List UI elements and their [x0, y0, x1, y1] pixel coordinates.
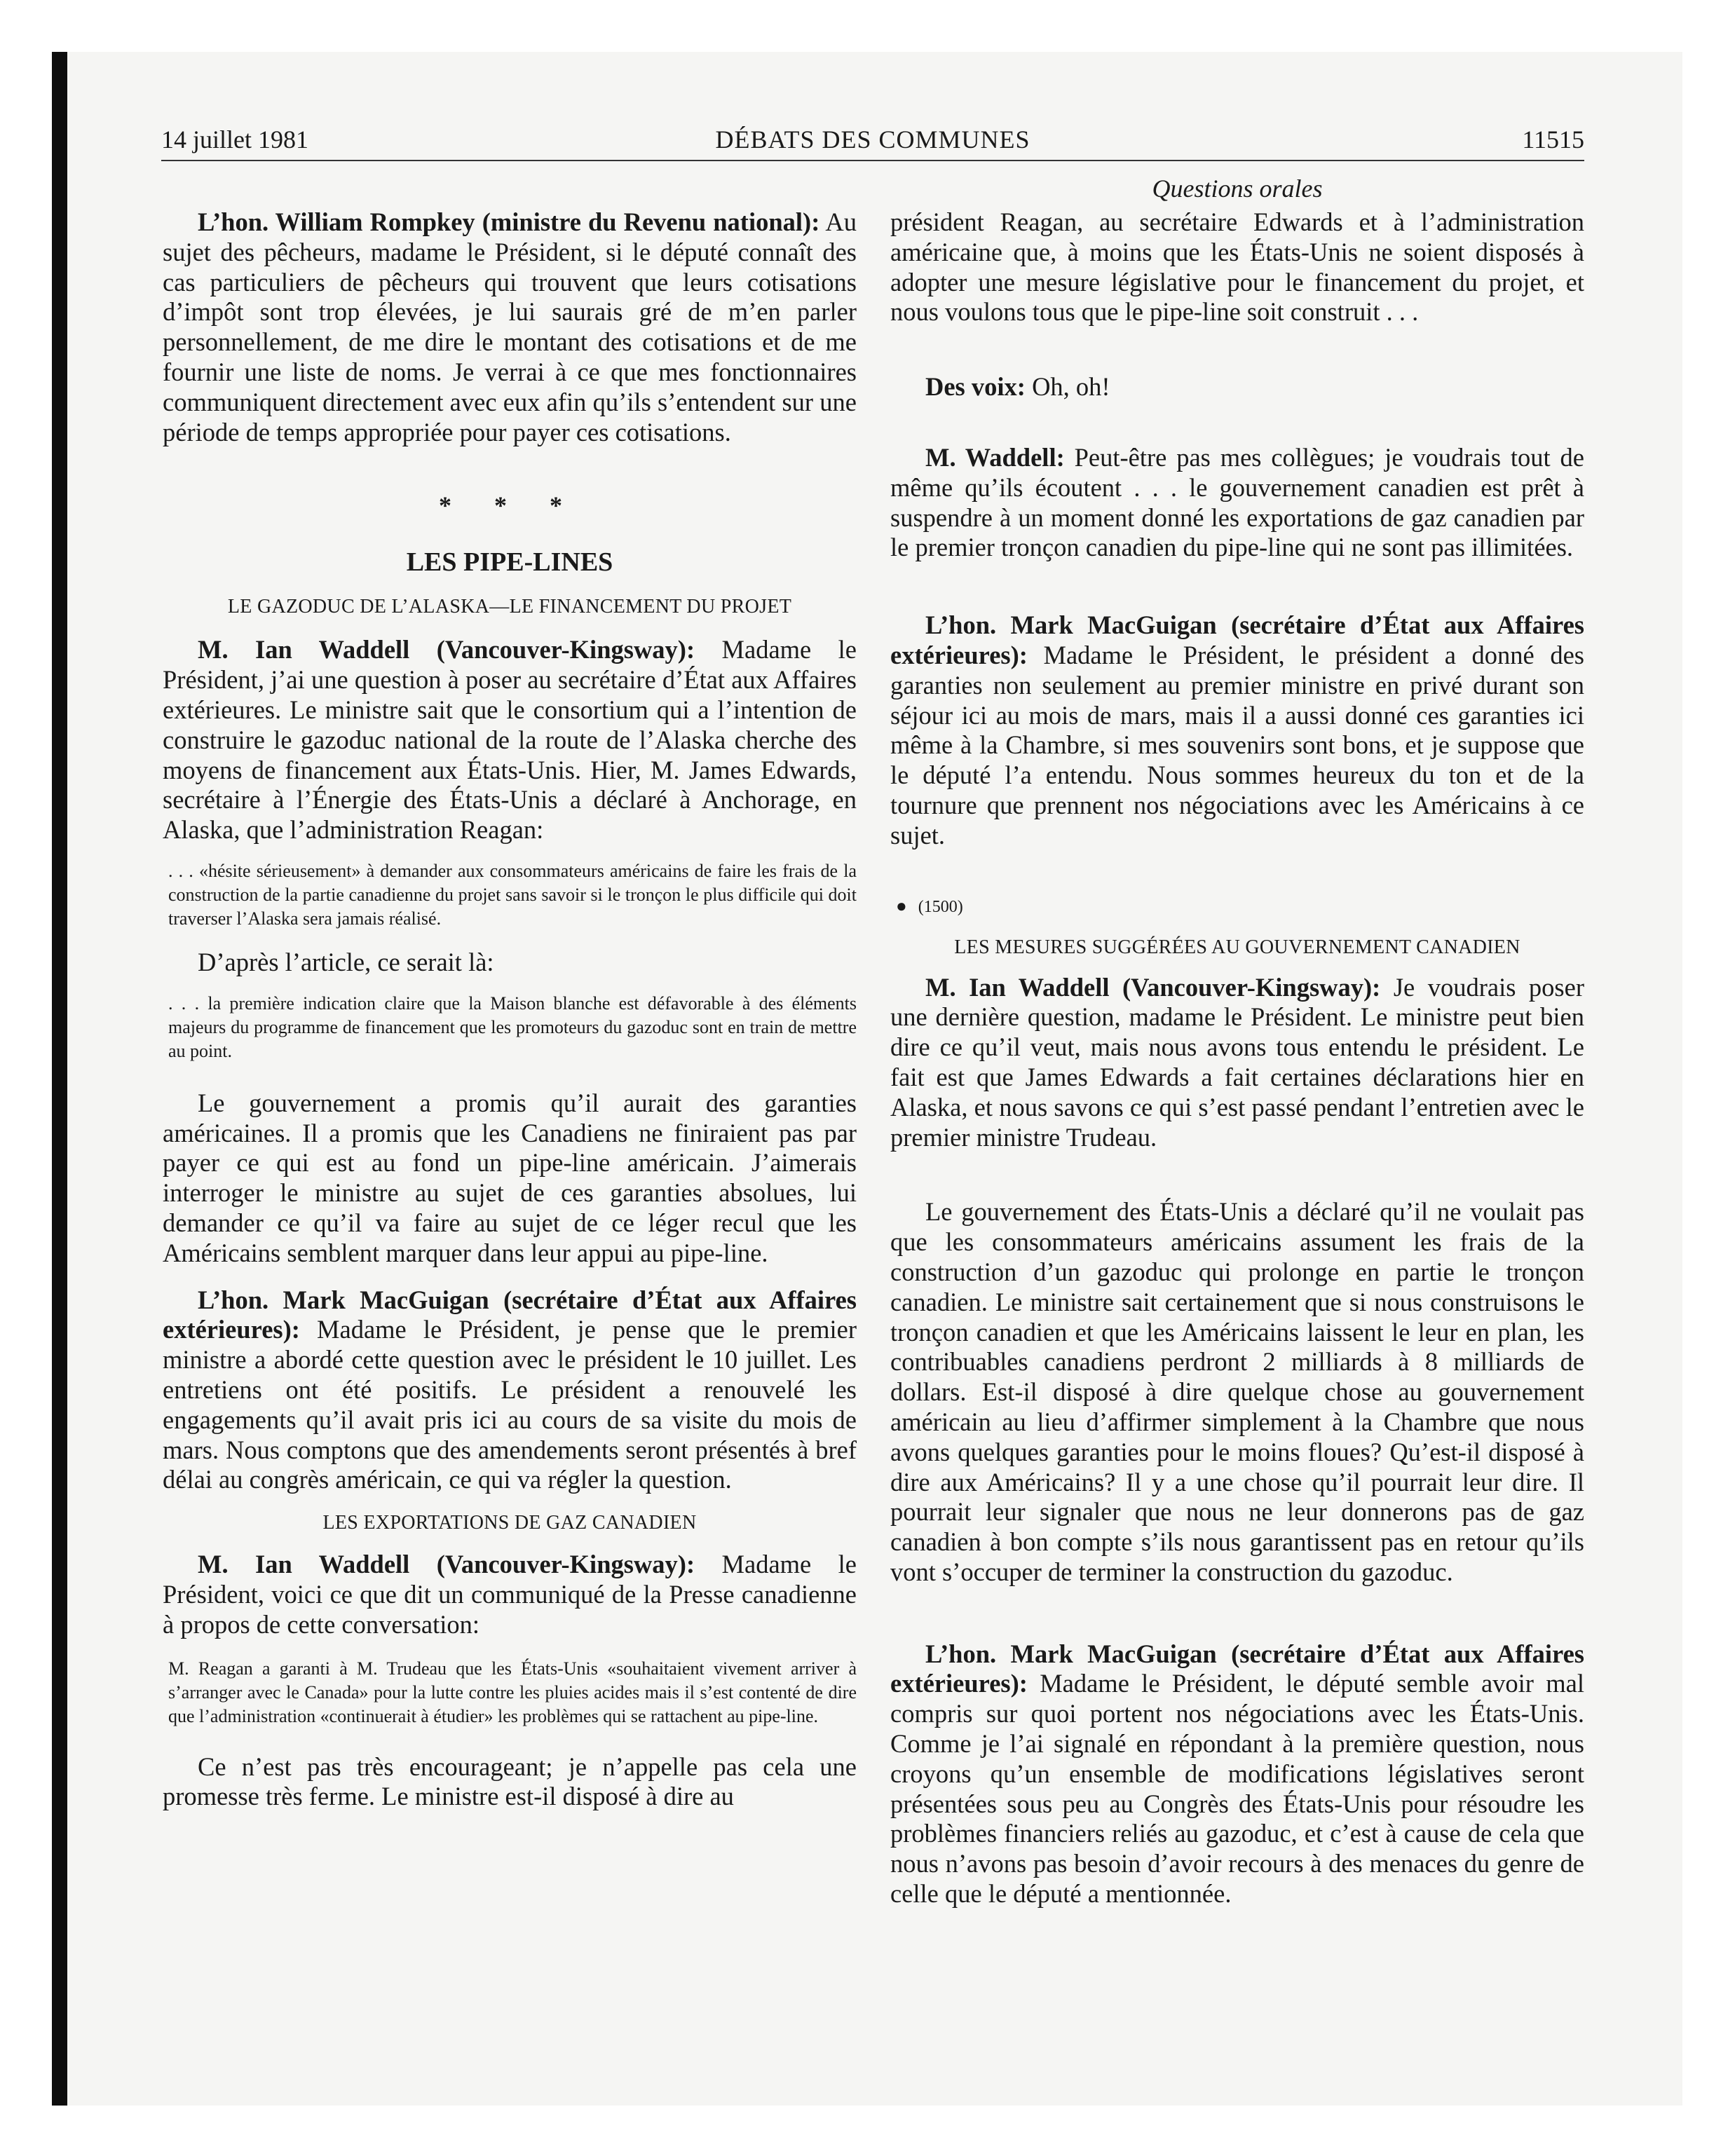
- speaker-name: Des voix:: [925, 372, 1026, 402]
- left-column: [163, 207, 857, 1812]
- page-header: [161, 121, 1584, 161]
- speaker-name: M. Ian Waddell (Vancouver-Kingsway):: [198, 1550, 695, 1579]
- speaker-name: M. Ian Waddell (Vancouver-Kingsway):: [925, 972, 1381, 1002]
- speaker-name: M. Waddell:: [925, 442, 1065, 472]
- paragraph-waddell-communique: [163, 1550, 857, 1639]
- paragraph-waddell-last-question: [890, 973, 1584, 1153]
- paragraph-macguigan-guarantees: [890, 610, 1584, 850]
- paragraph-article: D’après l’article, ce serait là:: [198, 947, 494, 976]
- speech-text: Au sujet des pêcheurs, madame le Président, si le député connaît des cas particuliers de pêcheurs qui trouvent que leurs cotisations d’impôt sont trop élevées, je lui saurais gré de m’en parler personnellement, de me dire le montant des cotisations et de me fournir une liste de noms. Je verrai à ce que mes fonctionnaires communiquent directement avec eux afin qu’ils s’entendent sur une période de temps appropriée pour payer ces cotisations.: [163, 207, 857, 446]
- header-date: 14 juillet 1981: [161, 125, 308, 153]
- paragraph-macguigan-answer: [163, 1285, 857, 1496]
- section-title: LES PIPE-LINES: [406, 547, 613, 578]
- paragraph-interjection: [890, 372, 1584, 402]
- time-marker: [890, 896, 1584, 917]
- speech-text: Madame le Président, voici ce que dit un communiqué de la Presse canadienne à propos de cette conversation:: [163, 1550, 857, 1639]
- time-marker-text: (1500): [918, 897, 963, 916]
- paragraph-rompkey: [163, 207, 857, 447]
- paragraph-guarantees: Le gouvernement a promis qu’il aurait des garanties américaines. Il a promis que les Canadiens ne finiraient pas par payer ce qui est au fond un pipe-line américain. J’aimerais interroger le ministre au sujet de ces garanties absolues, lui demander ce qu’il va faire au sujet de ce léger recul que les Américains semblent marquer dans leur appui au pipe-line.: [163, 1088, 857, 1267]
- speaker-name: M. Ian Waddell (Vancouver-Kingsway):: [198, 635, 695, 664]
- paragraph-waddell-colleagues: [890, 443, 1584, 563]
- section-separator: * * *: [439, 491, 580, 520]
- right-column-heading: Questions orales: [1152, 175, 1323, 203]
- speech-text: Je voudrais poser une dernière question, madame le Président. Le ministre peut bien dire ce qu’il veut, mais nous avons tous entendu le président. Le fait est que James Edwards a fait certaines déclarations hier en Alaska, et nous savons ce qui s’est passé pendant l’entretien avec le premier ministre Trudeau.: [890, 972, 1584, 1152]
- paragraph-us-government: Le gouvernement des États-Unis a déclaré qu’il ne voulait pas que les consommateurs américains assument les frais de la construction d’un gazoduc qui prolonge en partie le tronçon canadien. Le ministre sait certainement que si nous construisons le tronçon canadien et que les Américains laissent le leur en plan, les contribuables canadiens perdront 2 milliards à 8 milliards de dollars. Est-il disposé à dire quelque chose au gouvernement américain au lieu d’affirmer simplement à la Chambre que nous avons quelques garanties pour le moins floues? Qu’est-il disposé à dire aux Américains? Il y a une chose qu’il pourrait leur dire. Il pourrait leur signaler que nous ne leur donnerons pas de gaz canadien à bon compte s’ils nous garantissent pas en retour qu’ils vont s’occuper de terminer la construction du gazoduc.: [890, 1197, 1584, 1586]
- speaker-name: L’hon. Mark MacGuigan (secrétaire d’État aux Affaires extérieures):: [890, 1639, 1584, 1698]
- block-quote: M. Reagan a garanti à M. Trudeau que les États-Unis «souhaitaient vivement arriver à s’arranger avec le Canada» pour la lutte contre les pluies acides mais il s’est contenté de dire que l’administration «continuerait à étudier» les problèmes qui se rattachent au pipe-line.: [168, 1658, 857, 1726]
- speaker-name: L’hon. Mark MacGuigan (secrétaire d’État aux Affaires extérieures):: [890, 610, 1584, 669]
- speaker-name: L’hon. William Rompkey (ministre du Revenu national):: [198, 207, 820, 236]
- speech-text: Peut-être pas mes collègues; je voudrais tout de même qu’ils écoutent . . . le gouvernement canadien est prêt à suspendre à un moment donné les exportations de gaz canadien par le premier tronçon canadien du pipe-line qui ne sont pas illimitées.: [890, 442, 1585, 562]
- subsection-title: LES EXPORTATIONS DE GAZ CANADIEN: [322, 1512, 697, 1534]
- paragraph-waddell-question: [163, 635, 857, 845]
- subsection-title: LES MESURES SUGGÉRÉES AU GOUVERNEMENT CANADIEN: [954, 936, 1520, 958]
- paragraph-macguigan-final: [890, 1639, 1584, 1909]
- block-quote: . . . la première indication claire que la Maison blanche est défavorable à des éléments majeurs du programme de financement que les promoteurs du gazoduc sont en train de mettre au point.: [168, 992, 857, 1061]
- bullet-icon: ●: [896, 895, 907, 916]
- speaker-name: L’hon. Mark MacGuigan (secrétaire d’État aux Affaires extérieures):: [163, 1285, 857, 1344]
- speech-text: Oh, oh!: [1025, 372, 1110, 402]
- speech-text: Madame le Président, le député semble avoir mal compris sur quoi portent nos négociations avec les États-Unis. Comme je l’ai signalé en répondant à la première question, nous croyons qu’un ensemble de modifications législatives seront présentées sous peu au Congrès des États-Unis pour résoudre les problèmes financiers reliés au gazoduc, et c’est à cause de cela que nous n’avons pas besoin d’avoir recours à des menaces du genre de celle que le député a mentionnée.: [890, 1669, 1584, 1909]
- speech-text: Madame le Président, le président a donné des garanties non seulement au premier ministre en privé durant son séjour ici au mois de mars, mais il a aussi donné ces garanties ici même à la Chambre, si mes souvenirs sont bons, et je suppose que le député l’a entendu. Nous sommes heureux du ton et de la tournure que prennent nos négociations avec les Américains à ce sujet.: [890, 640, 1584, 850]
- speech-text: Madame le Président, j’ai une question à poser au secrétaire d’État aux Affaires extérieures. Le ministre sait que le consortium qui a l’intention de construire le gazoduc national de la route de l’Alaska cherche des moyens de financement aux États-Unis. Hier, M. James Edwards, secrétaire à l’Énergie des États-Unis a déclaré à Anchorage, en Alaska, que l’administration Reagan:: [163, 635, 857, 845]
- paragraph-continuation: président Reagan, au secrétaire Edwards et à l’administration américaine que, à moins que les États-Unis ne soient disposés à adopter une mesure législative pour le financement du projet, et nous voulons tous que le pipe-line soit construit . . .: [890, 207, 1584, 327]
- subsection-title: LE GAZODUC DE L’ALASKA—LE FINANCEMENT DU PROJET: [227, 596, 792, 618]
- paragraph-not-encouraging: Ce n’est pas très encourageant; je n’appelle pas cela une promesse très ferme. Le ministre est-il disposé à dire au: [163, 1752, 857, 1811]
- header-page-number: 11515: [1522, 125, 1584, 153]
- speech-text: Madame le Président, je pense que le premier ministre a abordé cette question avec le président le 10 juillet. Les entretiens ont été positifs. Le président a renouvelé les engagements qu’il avait pris ici au cours de sa visite du mois de mars. Nous comptons que des amendements seront présentés à bref délai au congrès américain, ce qui va régler la question.: [163, 1315, 857, 1494]
- right-column: [890, 207, 1584, 1909]
- block-quote: . . . «hésite sérieusement» à demander aux consommateurs américains de faire les frais de la construction de la partie canadienne du projet sans savoir si le tronçon le plus difficile qui doit traverser l’Alaska sera jamais réalisé.: [168, 860, 857, 929]
- scan-binding-edge: [52, 52, 67, 2106]
- header-title: DÉBATS DES COMMUNES: [715, 125, 1030, 153]
